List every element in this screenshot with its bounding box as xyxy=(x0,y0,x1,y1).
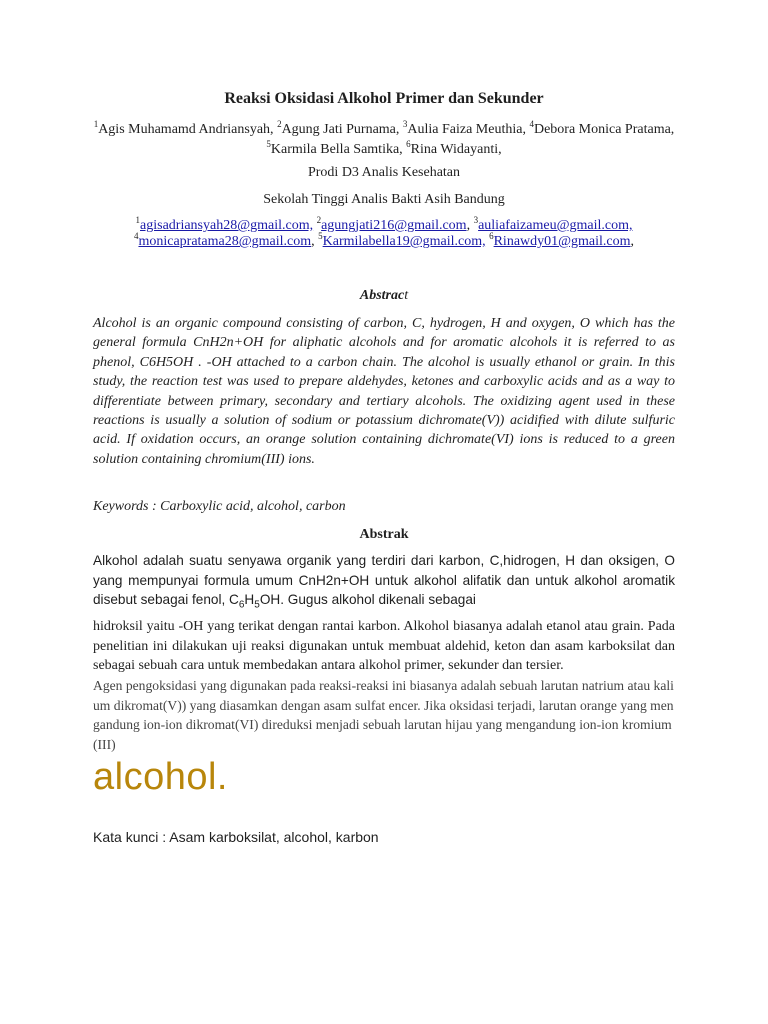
abstrak-paragraph-2: hidroksil yaitu -OH yang terikat dengan rantai karbon. Alkohol biasanya adalah etanol atau grain. Pada penelitian ini dilakukan uji reaksi digunakan untuk membuat aldehid, keton dan asam karboksilat dan sebagai sebuah cara untuk membedakan antara alkohol primer, sekunder dan tersier. xyxy=(93,619,675,673)
affiliation-prodi: Prodi D3 Analis Kesehatan xyxy=(307,165,461,180)
author: $^2$Agung Jati Purnama, xyxy=(277,119,400,137)
email-link[interactable]: Karmilabella19@gmail.com, xyxy=(322,234,486,249)
email-link[interactable]: monicapratama28@gmail.com xyxy=(138,234,312,249)
email-link[interactable]: agungjati216@gmail.com xyxy=(321,218,467,233)
email-link[interactable]: auliafaizameu@gmail.com, xyxy=(478,218,633,233)
author: $^4$Debora Monica Pratama, xyxy=(529,119,675,137)
abstrak-paragraph-3: Agen pengoksidasi yang digunakan pada reaksi-reaksi ini biasanya adalah sebuah larutan natrium atau kalium dikromat(V)) yang diasamkan dengan asam sulfat encer. Jika oksidasi terjadi, larutan orange yang mengandung ion-ion dikromat(VI) direduksi menjadi sebuah larutan hijau yang mengandung ion-ion kromium(III) xyxy=(93,678,674,752)
abstrak-heading: Abstrak xyxy=(359,527,409,542)
paper-title: Reaksi Oksidasi Alkohol Primer dan Sekunder xyxy=(224,90,544,107)
author-list xyxy=(93,120,675,160)
kata-kunci: Kata kunci : Asam karboksilat, alcohol, karbon xyxy=(93,829,379,845)
email-link[interactable]: agisadriansyah28@gmail.com, xyxy=(140,218,314,233)
abstract-heading: Abstract xyxy=(359,288,409,303)
abstrak-paragraph-1: Alkohol adalah suatu senyawa organik yang terdiri dari karbon, C,hidrogen, H dan oksigen, O yang mempunyai formula umum CnH2n+OH untuk alkohol alifatik dan untuk alkohol aromatik disebut sebagai fenol, $C_6H_5OH$. Gugus alkohol dikenali sebagai xyxy=(93,553,675,611)
author: $^3$Aulia Faiza Meuthia, xyxy=(402,119,526,137)
email-link[interactable]: Rinawdy01@gmail.com xyxy=(493,234,631,249)
keywords: Keywords : Carboxylic acid, alcohol, carbon xyxy=(93,499,346,514)
email-list: $^1$agisadriansyah28@gmail.com, $^2$agungjati216@gmail.com, $^3$auliafaizameu@gmail.com, $^4$monicapratama28@gmail.com, $^5$Karmilabella19@gmail.com, $^6$Rinawdy01@gmail.com, xyxy=(133,215,635,249)
author: $^6$Rina Widayanti, xyxy=(406,139,502,157)
author: $^5$Karmila Bella Samtika, xyxy=(266,139,403,157)
abstract-body: Alcohol is an organic compound consisting of carbon, C, hydrogen, H and oxygen, O which has the general formula CnH2n+OH for aliphatic alcohols and for aromatic alcohols it is referred to as phenol, C6H5OH . -OH attached to a carbon chain. The alcohol is usually ethanol or grain. In this study, the reaction test was used to prepare aldehydes, ketones and carboxylic acids and as a way to differentiate between primary, secondary and tertiary alcohols. The oxidizing agent used in these reactions is usually a solution of sodium or potassium dichromate(V)) acidified with dilute sulfuric acid. If oxidation occurs, an orange solution containing dichromate(VI) ions is reduced to a green solution containing chromium(III) ions. xyxy=(93,316,675,467)
large-alcohol-text: alcohol. xyxy=(93,756,228,798)
affiliation-school: Sekolah Tinggi Analis Bakti Asih Bandung xyxy=(263,192,505,207)
author: $^1$Agis Muhamamd Andriansyah, xyxy=(93,119,274,137)
